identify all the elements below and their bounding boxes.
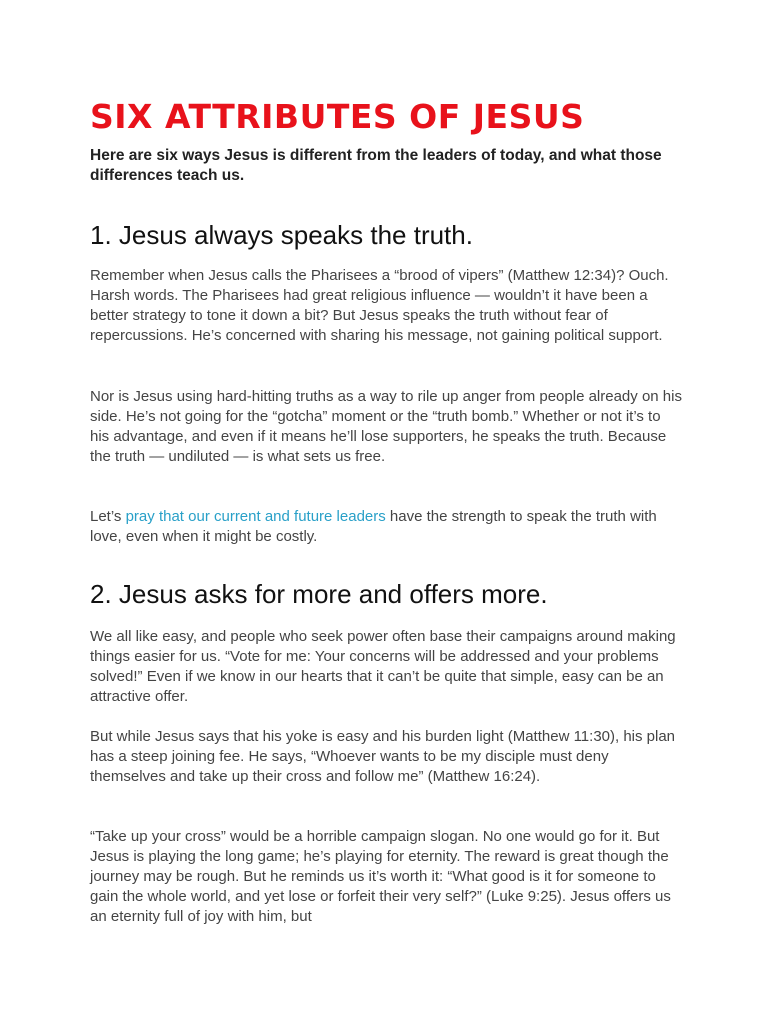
section-2-heading: 2. Jesus asks for more and offers more. [90, 579, 548, 609]
section-2-body [90, 627, 682, 707]
section-1-body-3 [90, 507, 682, 547]
section-1-body [90, 266, 682, 346]
section-1-paragraph-2: Nor is Jesus using hard-hitting truths as a way to rile up anger from people already on his side. He’s not going for the “gotcha” moment or the “truth bomb.” Whether or not it’s to his advantage, and even if it means he’ll lose supporters, he speaks the truth. Because the truth — undiluted — is what sets us free. [90, 388, 682, 465]
paragraph-text: Let’s [90, 508, 126, 525]
section-2 [90, 579, 682, 609]
paragraph-text: have the strength to speak the truth with love, even when it might be costly. [90, 508, 657, 545]
section-1 [90, 220, 682, 250]
section-2-paragraph-3: “Take up your cross” would be a horrible campaign slogan. No one would go for it. But Jesus is playing the long game; he’s playing for eternity. The reward is great though the journey may be rough. But he reminds us it’s worth it: “What good is it for someone to gain the whole world, and yet lose or forfeit their very self?” (Luke 9:25). Jesus offers us an eternity full of joy with him, but [90, 828, 671, 925]
section-2-body-2 [90, 727, 682, 787]
section-1-paragraph-3 [90, 507, 682, 547]
pray-leaders-link[interactable]: pray that our current and future leaders [125, 508, 386, 525]
page-subtitle: Here are six ways Jesus is different from the leaders of today, and what those differences teach us. [90, 147, 662, 184]
section-1-body-2 [90, 387, 682, 467]
section-1-paragraph-1: Remember when Jesus calls the Pharisees a “brood of vipers” (Matthew 12:34)? Ouch. Harsh words. The Pharisees had great religious influence — wouldn’t it have been a better strategy to tone it down a bit? But Jesus speaks the truth without fear of repercussions. He’s concerned with sharing his message, not gaining political support. [90, 267, 669, 344]
section-2-paragraph-2: But while Jesus says that his yoke is easy and his burden light (Matthew 11:30), his plan has a steep joining fee. He says, “Whoever wants to be my disciple must deny themselves and take up their cross and follow me” (Matthew 16:24). [90, 728, 676, 785]
section-1-heading: 1. Jesus always speaks the truth. [90, 220, 473, 250]
page-title: SIX ATTRIBUTES OF JESUS [90, 97, 585, 136]
section-2-paragraph-1: We all like easy, and people who seek power often base their campaigns around making things easier for us. “Vote for me: Your concerns will be addressed and your problems solved!” Even if we know in our hearts that it can’t be quite that simple, easy can be an attractive offer. [90, 628, 676, 705]
section-2-body-3 [90, 827, 682, 927]
